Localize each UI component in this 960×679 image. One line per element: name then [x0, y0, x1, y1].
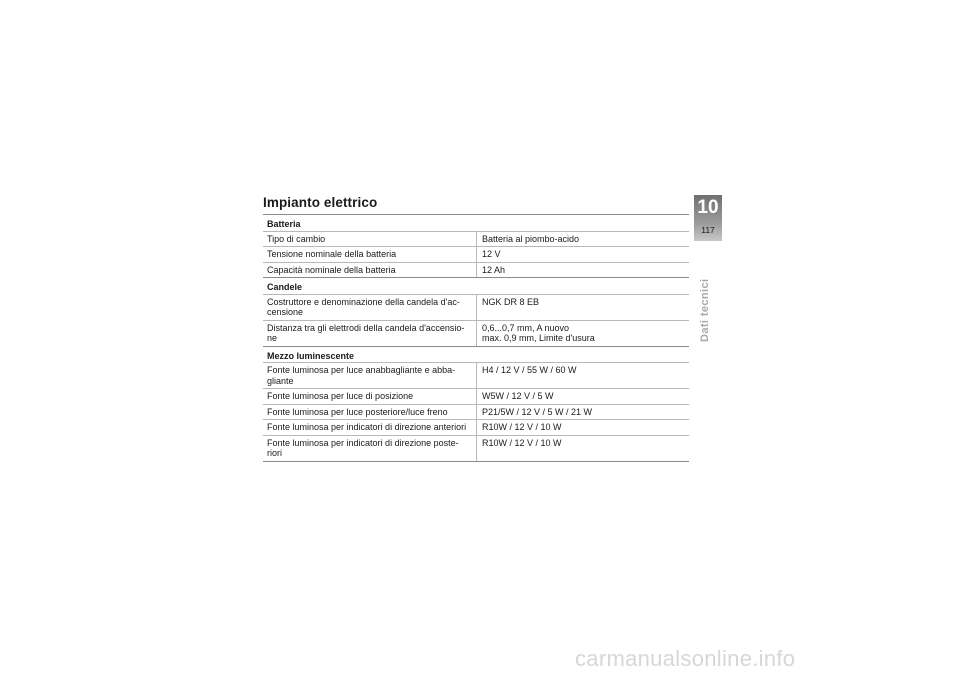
spec-value-line: 0,6...0,7 mm, A nuovo — [482, 322, 570, 333]
spec-label: Tipo di cambio — [263, 231, 477, 247]
spec-value-line: NGK DR 8 EB — [482, 296, 540, 307]
spec-value — [477, 320, 690, 346]
chapter-tab — [694, 195, 722, 241]
spec-label: Distanza tra gli elettrodi della candela d'accensio-ne — [263, 320, 477, 346]
spec-label: Fonte luminosa per luce posteriore/luce freno — [263, 404, 477, 420]
spec-value-line: 12 Ah — [482, 264, 506, 275]
spec-label: Fonte luminosa per indicatori di direzione anteriori — [263, 420, 477, 436]
table-row — [263, 247, 689, 263]
section-heading-row — [263, 215, 689, 232]
spec-label: Costruttore e denominazione della candela d'ac-censione — [263, 294, 477, 320]
spec-value-line: 12 V — [482, 249, 501, 259]
table-row — [263, 363, 689, 389]
section-heading-row — [263, 346, 689, 363]
spec-value — [477, 262, 690, 278]
spec-value-line: Batteria al piombo-acido — [482, 233, 580, 244]
spec-value — [477, 420, 690, 436]
spec-value — [477, 231, 690, 247]
table-row — [263, 435, 689, 461]
chapter-number: 10 — [697, 197, 719, 218]
table-row — [263, 389, 689, 405]
spec-value-line: R10W / 12 V / 10 W — [482, 437, 562, 448]
spec-value — [477, 435, 690, 461]
table-row — [263, 320, 689, 346]
page-title: Impianto elettrico — [263, 195, 378, 210]
spec-value — [477, 363, 690, 389]
section-heading: Batteria — [263, 215, 689, 232]
spec-value-line: max. 0,9 mm, Limite d'usura — [482, 333, 595, 343]
spec-label: Capacità nominale della batteria — [263, 262, 477, 278]
spec-table — [263, 214, 689, 462]
spec-label: Fonte luminosa per indicatori di direzione poste-riori — [263, 435, 477, 461]
section-heading-row — [263, 278, 689, 295]
spec-value — [477, 294, 690, 320]
section-heading: Candele — [263, 278, 689, 295]
spec-value-line: R10W / 12 V / 10 W — [482, 422, 562, 432]
table-row — [263, 231, 689, 247]
spec-value-line: P21/5W / 12 V / 5 W / 21 W — [482, 406, 593, 417]
page-number: 117 — [701, 225, 715, 235]
spec-value-line: W5W / 12 V / 5 W — [482, 391, 554, 401]
spec-value — [477, 389, 690, 405]
table-row — [263, 404, 689, 420]
table-row — [263, 294, 689, 320]
spec-value-line: H4 / 12 V / 55 W / 60 W — [482, 365, 577, 375]
table-row — [263, 420, 689, 436]
section-heading: Mezzo luminescente — [263, 346, 689, 363]
spec-label: Tensione nominale della batteria — [263, 247, 477, 263]
spec-value — [477, 247, 690, 263]
spec-label: Fonte luminosa per luce anabbagliante e abba-gliante — [263, 363, 477, 389]
watermark: carmanualsonline.info — [575, 646, 796, 671]
chapter-name-vertical: Dati tecnici — [699, 278, 711, 342]
spec-label: Fonte luminosa per luce di posizione — [263, 389, 477, 405]
table-row — [263, 262, 689, 278]
spec-value — [477, 404, 690, 420]
